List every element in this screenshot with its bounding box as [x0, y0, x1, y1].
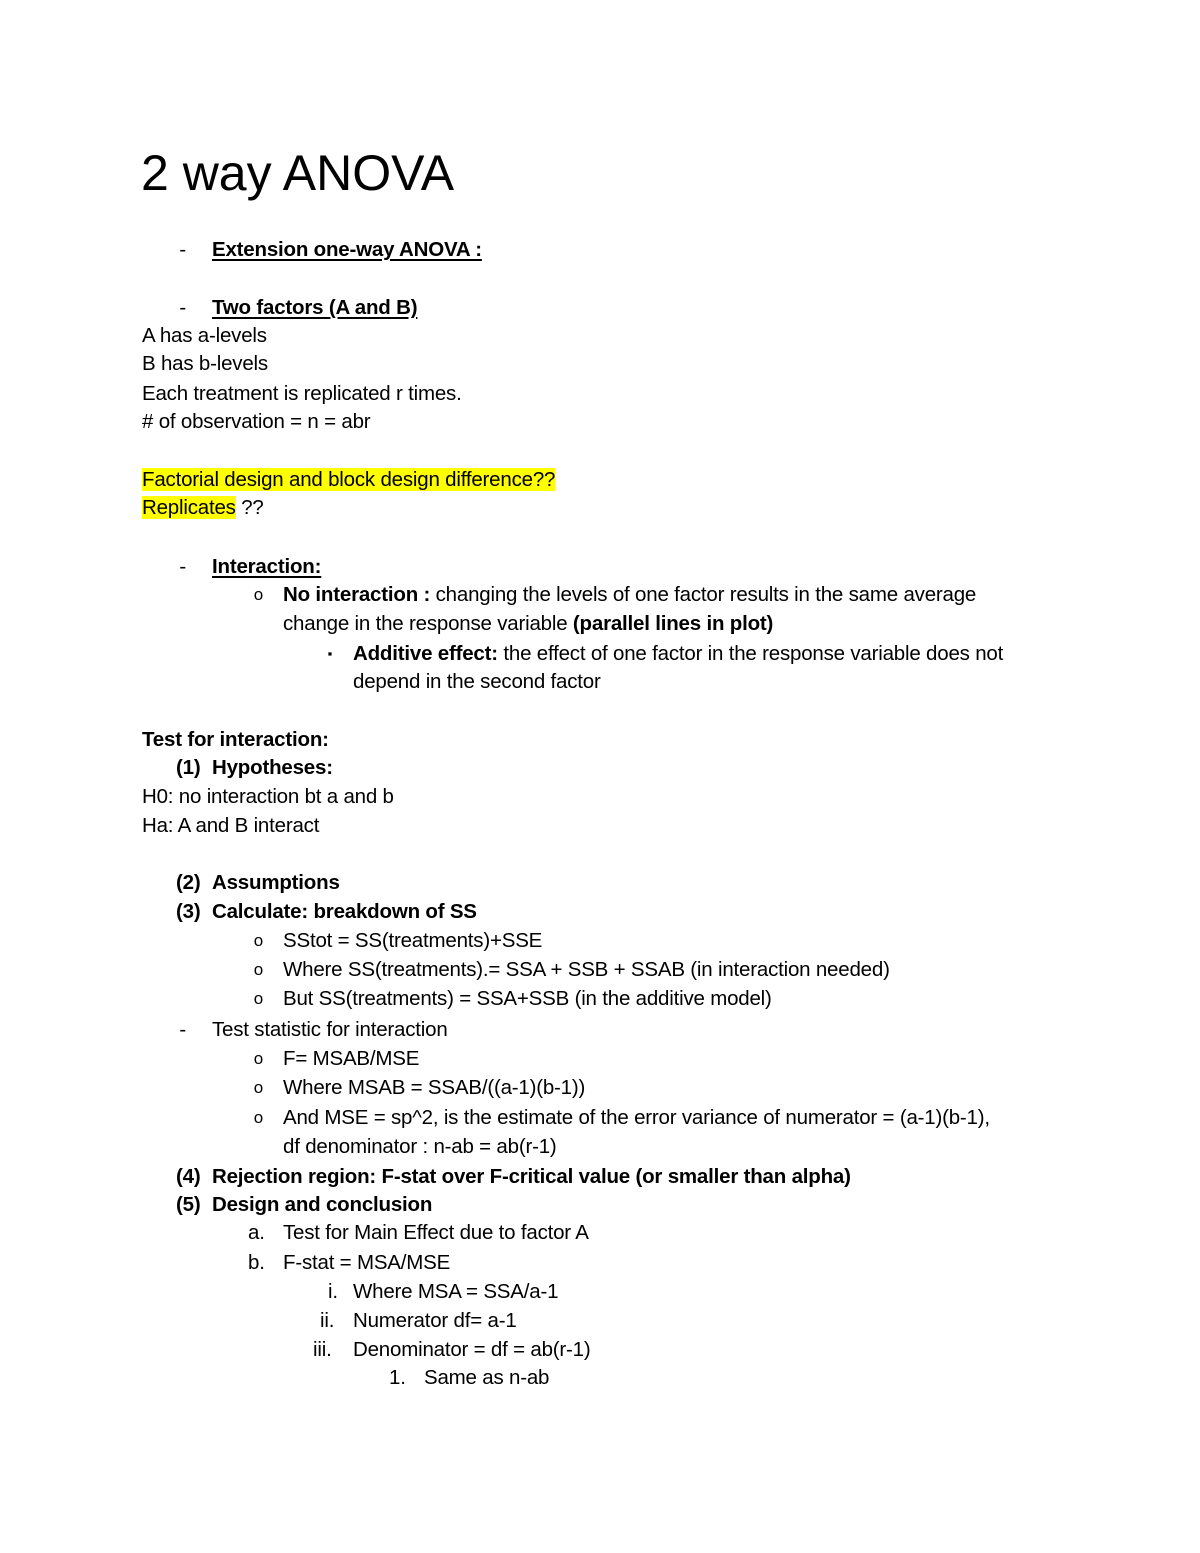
circle-bullet: o [253, 960, 263, 979]
hypothesis-ha: Ha: A and B interact [142, 814, 320, 837]
circle-bullet: o [253, 989, 263, 1008]
additive-effect-text: the effect of one factor in the response variable does not [497, 642, 1004, 665]
design-item: F-stat = MSA/MSE [283, 1251, 451, 1274]
step-number: (4) [176, 1165, 201, 1188]
test-statistic-heading: Test statistic for interaction [212, 1018, 448, 1041]
step-label: Calculate: breakdown of SS [212, 900, 477, 923]
circle-bullet: o [253, 1049, 263, 1068]
text-line: # of observation = n = abr [142, 410, 371, 433]
step-label: Hypotheses: [212, 756, 333, 779]
step-number: (1) [176, 756, 201, 779]
number-marker: 1. [389, 1366, 406, 1389]
numbered-item: Same as n-ab [424, 1366, 550, 1389]
highlighted-question [142, 468, 555, 492]
letter-marker: a. [248, 1221, 265, 1244]
text-line: A has a-levels [142, 324, 267, 347]
additive-effect-line-2: depend in the second factor [353, 670, 601, 693]
text-line: B has b-levels [142, 352, 268, 375]
ss-item: But SS(treatments) = SSA+SSB (in the additive model) [283, 987, 772, 1010]
highlight-text: Replicates [142, 496, 236, 519]
test-heading: Test for interaction: [142, 728, 329, 751]
roman-item: Numerator df= a-1 [353, 1309, 517, 1332]
additive-effect-line [353, 642, 1003, 666]
question-marks: ?? [235, 496, 264, 519]
circle-bullet: o [253, 1108, 263, 1127]
step-label: Design and conclusion [212, 1193, 433, 1216]
square-bullet: ▪ [327, 646, 332, 661]
highlight-text: Factorial design and block design difference?? [142, 468, 556, 491]
dash-bullet: - [179, 555, 186, 578]
no-interaction-line-2 [283, 612, 773, 636]
circle-bullet: o [253, 585, 263, 604]
roman-item: Where MSA = SSA/a-1 [353, 1280, 559, 1303]
no-interaction-text: changing the levels of one factor results in the same average [430, 583, 977, 606]
hypothesis-h0: H0: no interaction bt a and b [142, 785, 394, 808]
dash-bullet: - [179, 1018, 186, 1041]
step-number: (2) [176, 871, 201, 894]
two-factors-heading: Two factors (A and B) [212, 296, 418, 319]
stat-item: F= MSAB/MSE [283, 1047, 420, 1070]
roman-marker: i. [328, 1280, 338, 1303]
page-title: 2 way ANOVA [141, 145, 455, 201]
stat-item-continuation: df denominator : n-ab = ab(r-1) [283, 1135, 557, 1158]
circle-bullet: o [253, 931, 263, 950]
no-interaction-text-2: change in the response variable [283, 612, 573, 635]
letter-marker: b. [248, 1251, 265, 1274]
roman-marker: iii. [313, 1338, 332, 1361]
stat-item: And MSE = sp^2, is the estimate of the error variance of numerator = (a-1)(b-1), [283, 1106, 990, 1129]
design-item: Test for Main Effect due to factor A [283, 1221, 589, 1244]
step-number: (3) [176, 900, 201, 923]
text-line: Each treatment is replicated r times. [142, 382, 462, 405]
additive-effect-label: Additive effect: [353, 642, 498, 665]
extension-heading: Extension one-way ANOVA : [212, 238, 482, 261]
step-label: Rejection region: F-stat over F-critical value (or smaller than alpha) [212, 1165, 851, 1188]
dash-bullet: - [179, 296, 186, 319]
step-label: Assumptions [212, 871, 340, 894]
circle-bullet: o [253, 1078, 263, 1097]
no-interaction-label: No interaction : [283, 583, 431, 606]
highlighted-question [142, 496, 264, 520]
parallel-lines-note: (parallel lines in plot) [572, 612, 774, 635]
interaction-heading: Interaction: [212, 555, 322, 578]
dash-bullet: - [179, 238, 186, 261]
ss-item: Where SS(treatments).= SSA + SSB + SSAB (in interaction needed) [283, 958, 890, 981]
no-interaction-line [283, 583, 976, 607]
stat-item: Where MSAB = SSAB/((a-1)(b-1)) [283, 1076, 586, 1099]
roman-marker: ii. [320, 1309, 335, 1332]
ss-item: SStot = SS(treatments)+SSE [283, 929, 543, 952]
roman-item: Denominator = df = ab(r-1) [353, 1338, 591, 1361]
step-number: (5) [176, 1193, 201, 1216]
